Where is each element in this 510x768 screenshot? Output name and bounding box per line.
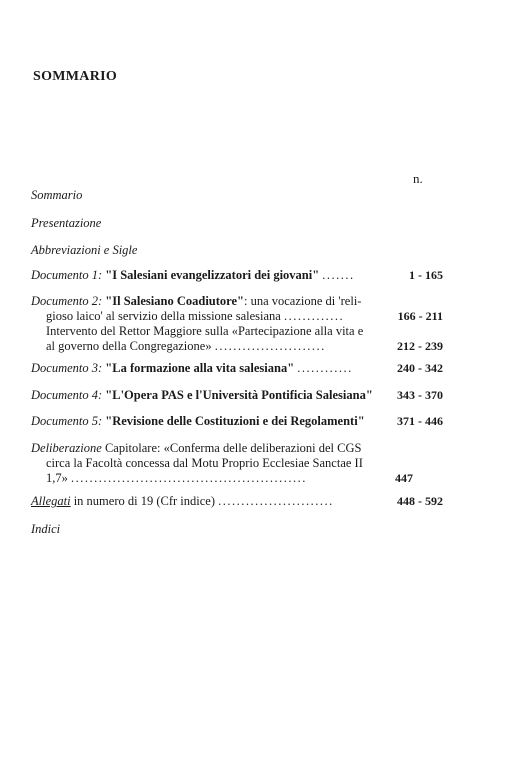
- page-range: 212 - 239: [397, 339, 443, 353]
- dot-leaders: .......: [322, 268, 355, 282]
- toc-entry-presentazione: [31, 216, 443, 231]
- dot-leaders: ........................: [214, 339, 326, 353]
- toc-label: Deliberazione: [31, 441, 102, 455]
- toc-entry-documento-1: [31, 268, 443, 283]
- toc-label: Documento 5:: [31, 414, 103, 428]
- toc-title: in numero di 19 (Cfr indice): [70, 494, 215, 508]
- toc-entry-sommario: [31, 188, 443, 203]
- toc-subtitle: : una vocazione di 'reli-: [243, 294, 362, 308]
- toc-title: "Revisione delle Costituzioni e dei Regolamenti": [105, 414, 365, 428]
- page-range: 448 - 592: [397, 494, 443, 508]
- page-range: 343 - 370: [397, 388, 443, 402]
- toc-entry-abbreviazioni: [31, 243, 443, 258]
- toc-entry-indici: [31, 522, 443, 537]
- toc-title: Capitolare: «Conferma delle deliberazioni del CGS: [101, 441, 362, 455]
- dot-leaders: ...................................................: [71, 471, 307, 485]
- toc-label: Documento 4:: [31, 388, 103, 402]
- page-range: 1 - 165: [409, 268, 443, 282]
- dot-leaders: .........................: [218, 494, 334, 508]
- page-title: SOMMARIO: [33, 69, 118, 84]
- toc-label: Documento 2:: [31, 294, 103, 308]
- toc-title-cont: 1,7»: [46, 471, 68, 485]
- toc-label: Documento 3:: [31, 361, 103, 375]
- page-range: 371 - 446: [397, 414, 443, 428]
- toc-entry-documento-2: [31, 294, 443, 354]
- toc-title: "Il Salesiano Coadiutore": [105, 294, 244, 308]
- page-column-header: n.: [413, 171, 423, 186]
- toc-entry-documento-5: [31, 414, 443, 429]
- toc-title: "L'Opera PAS e l'Università Pontificia Salesiana": [105, 388, 373, 402]
- toc-label: Allegati: [31, 494, 71, 508]
- toc-subentry-title: Intervento del Rettor Maggiore sulla «Partecipazione alla vita e: [46, 324, 364, 338]
- toc-title: Presentazione: [31, 216, 102, 230]
- toc-entry-documento-3: [31, 361, 443, 376]
- toc-entry-documento-4: [31, 388, 443, 403]
- dot-leaders: ............: [297, 361, 353, 375]
- toc-subentry-title-cont: al governo della Congregazione»: [46, 339, 212, 353]
- toc-subtitle-cont: gioso laico' al servizio della missione salesiana: [46, 309, 281, 323]
- page-range: 447: [395, 471, 413, 485]
- toc-title: Indici: [31, 522, 61, 536]
- toc-entry-deliberazione: [31, 441, 443, 486]
- toc-label: Documento 1:: [31, 268, 103, 282]
- page-range: 240 - 342: [397, 361, 443, 375]
- dot-leaders: .............: [283, 309, 345, 323]
- toc-title: "La formazione alla vita salesiana": [105, 361, 295, 375]
- page-range: 166 - 211: [397, 309, 443, 323]
- toc-entry-allegati: [31, 494, 443, 509]
- toc-title: Sommario: [31, 188, 83, 202]
- toc-title-cont: circa la Facoltà concessa dal Motu Proprio Ecclesiae Sanctae II: [46, 456, 363, 470]
- toc-title: "I Salesiani evangelizzatori dei giovani": [105, 268, 320, 282]
- toc-title: Abbreviazioni e Sigle: [31, 243, 138, 257]
